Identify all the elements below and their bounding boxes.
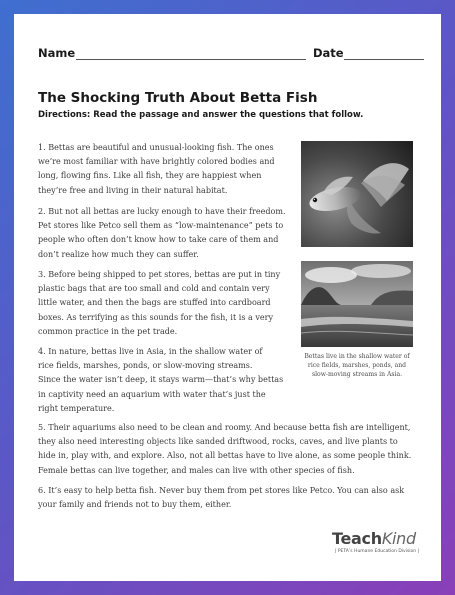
paragraph-line: people who often don’t know how to take care of them and <box>38 235 279 245</box>
logo-subtitle: | PETA’s Humane Education Division | <box>334 549 420 554</box>
paragraph-1 <box>38 141 300 198</box>
paragraph-4 <box>38 345 300 416</box>
rice-field-photo <box>301 261 413 347</box>
paragraph-line: 6. It’s easy to help betta fish. Never buy them from pet stores like Petco. You can also ask <box>38 486 405 495</box>
paragraph-5 <box>38 421 430 478</box>
paragraph-2 <box>38 205 300 262</box>
paragraph-line: 5. Their aquariums also need to be clean and roomy. And because betta fish are intelligent, <box>38 423 411 432</box>
paragraph-line: Pet stores like Petco sell them as “low-maintenance” pets to <box>38 221 284 231</box>
paragraph-line: rice fields, marshes, ponds, or slow-moving streams. <box>38 361 253 371</box>
paragraph-line: right temperature. <box>38 403 115 413</box>
name-date-row <box>38 46 424 66</box>
betta-fish-photo <box>301 141 413 247</box>
caption-line: Bettas live in the shallow water of <box>304 353 410 360</box>
paragraph-line: your family and friends not to buy them, either. <box>38 500 232 510</box>
name-label: Name <box>38 46 76 60</box>
paragraph-6 <box>38 484 430 512</box>
caption-line: slow-moving streams in Asia. <box>311 371 403 378</box>
paragraph-line: plastic bags that are too small and cold and contain very <box>38 284 270 294</box>
paragraph-line: we’re most familiar with have brightly colored bodies and <box>38 157 275 167</box>
paragraph-line: common practice in the pet trade. <box>38 326 178 336</box>
paragraph-line: 1. Bettas are beautiful and unusual-looking fish. The ones <box>38 143 274 152</box>
paragraph-line: little water, and then the bags are stuffed into cardboard <box>38 298 271 308</box>
paragraph-line: long, flowing fins. Like all fish, they are happiest when <box>38 171 262 181</box>
paragraph-line: Since the water isn’t deep, it stays warm—that’s why bettas <box>38 375 284 385</box>
date-label: Date <box>313 46 344 60</box>
paragraph-line: they also need interesting objects like sanded driftwood, rocks, caves, and live plants to <box>38 437 398 447</box>
paragraph-line: hide in, play with, and explore. Also, not all bettas have to live alone, as some people think. <box>38 451 412 461</box>
paragraph-line: 4. In nature, bettas live in Asia, in the shallow water of <box>38 347 263 356</box>
directions: Directions: Read the passage and answer the questions that follow. <box>38 110 364 120</box>
paragraph-line: 2. But not all bettas are lucky enough to have their freedom. <box>38 207 286 216</box>
teachkind-logo <box>332 529 422 559</box>
caption-line: rice fields, marshes, ponds, and <box>307 362 407 369</box>
logo-wordmark: TeachKind <box>332 529 416 548</box>
page-title: The Shocking Truth About Betta Fish <box>38 90 318 106</box>
paragraph-line: boxes. As terrifying as this sounds for the fish, it is a very <box>38 312 274 322</box>
paragraph-line: in captivity need an aquarium with water that’s just the <box>38 389 266 399</box>
paragraph-line: they’re free and living in their natural habitat. <box>38 185 228 195</box>
paragraph-line: don’t realize how much they can suffer. <box>38 249 199 259</box>
photo-caption <box>301 352 413 379</box>
name-field-line[interactable] <box>76 59 306 60</box>
paragraph-line: 3. Before being shipped to pet stores, bettas are put in tiny <box>38 270 281 279</box>
paragraph-line: Female bettas can live together, and males can live with other species of fish. <box>38 465 355 475</box>
worksheet-page <box>14 14 441 581</box>
date-field-line[interactable] <box>344 59 424 60</box>
paragraph-3 <box>38 268 300 339</box>
